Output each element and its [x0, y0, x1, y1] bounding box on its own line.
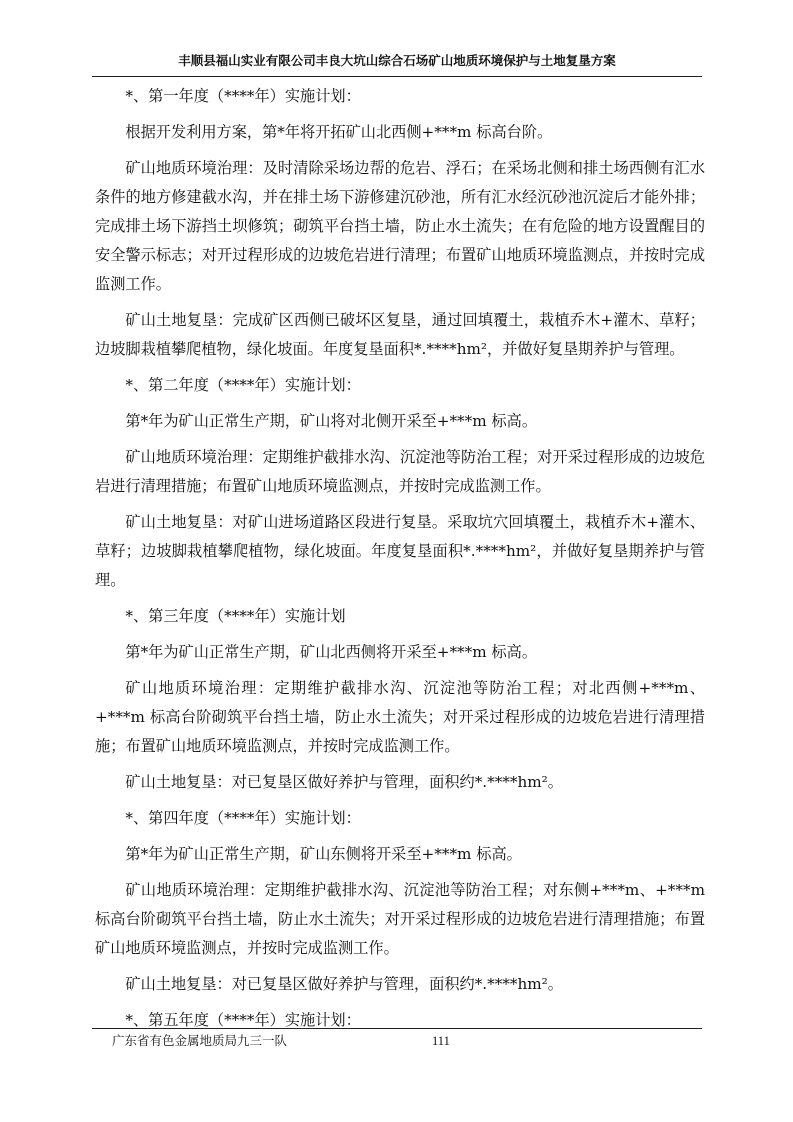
section-heading-year-3: *、第三年度（****年）实施计划 — [125, 607, 346, 625]
section-heading-year-5: *、第五年度（****年）实施计划： — [125, 1011, 361, 1029]
paragraph: 矿山土地复垦：完成矿区西侧已破坏区复垦，通过回填覆土，栽植乔木+灌木、草籽；边坡脚栽植攀爬植物，绿化坡面。年度复垦面积*.****hm²，并做好复垦期养护与管理。 — [95, 311, 705, 358]
page-number: 111 — [432, 1034, 450, 1048]
footer-divider — [92, 1028, 702, 1029]
section-heading-year-4: *、第四年度（****年）实施计划： — [125, 809, 361, 827]
paragraph: 矿山土地复垦：对矿山进场道路区段进行复垦。采取坑穴回填覆土，栽植乔木+灌木、草籽；边坡脚栽植攀爬植物，绿化坡面。年度复垦面积*.****hm²，并做好复垦期养护与管理。 — [95, 513, 705, 589]
paragraph: 矿山土地复垦：对已复垦区做好养护与管理，面积约*.****hm²。 — [125, 975, 563, 993]
paragraph: 矿山土地复垦：对已复垦区做好养护与管理，面积约*.****hm²。 — [125, 773, 563, 791]
paragraph: 矿山地质环境治理：定期维护截排水沟、沉淀池等防治工程；对东侧+***m、+***m 标高台阶砌筑平台挡土墙，防止水土流失；对开采过程形成的边坡危岩进行清理措施；布置矿山地质环境监测点，并按时完成监测工作。 — [95, 881, 705, 957]
paragraph: 第*年为矿山正常生产期，矿山东侧将开采至+***m 标高。 — [125, 845, 522, 863]
paragraph: 矿山地质环境治理：定期维护截排水沟、沉淀池等防治工程；对开采过程形成的边坡危岩进行清理措施；布置矿山地质环境监测点，并按时完成监测工作。 — [95, 448, 705, 495]
paragraph: 第*年为矿山正常生产期，矿山北西侧将开采至+***m 标高。 — [125, 643, 538, 661]
section-heading-year-1: *、第一年度（****年）实施计划： — [125, 87, 361, 105]
paragraph: 矿山地质环境治理：及时清除采场边帮的危岩、浮石；在采场北侧和排土场西侧有汇水条件的地方修建截水沟，并在排土场下游修建沉砂池，所有汇水经沉砂池沉淀后才能外排；完成排土场下游挡土坝修筑；砌筑平台挡土墙，防止水土流失；在有危险的地方设置醒目的安全警示标志；对开过程形成的边坡危岩进行清理；布置矿山地质环境监测点，并按时完成监测工作。 — [95, 159, 705, 293]
document-body — [95, 82, 705, 1042]
paragraph: 矿山地质环境治理：定期维护截排水沟、沉淀池等防治工程；对北西侧+***m、+***m 标高台阶砌筑平台挡土墙，防止水土流失；对开采过程形成的边坡危岩进行清理措施；布置矿山地质环境监测点，并按时完成监测工作。 — [95, 679, 705, 755]
running-header: 丰顺县福山实业有限公司丰良大坑山综合石场矿山地质环境保护与土地复垦方案 — [92, 52, 702, 77]
footer-organization: 广东省有色金属地质局九三一队 — [112, 1033, 288, 1048]
paragraph: 第*年为矿山正常生产期，矿山将对北侧开采至+***m 标高。 — [125, 412, 538, 430]
paragraph: 根据开发利用方案，第*年将开拓矿山北西侧+***m 标高台阶。 — [125, 123, 553, 141]
section-heading-year-2: *、第二年度（****年）实施计划： — [125, 376, 361, 394]
